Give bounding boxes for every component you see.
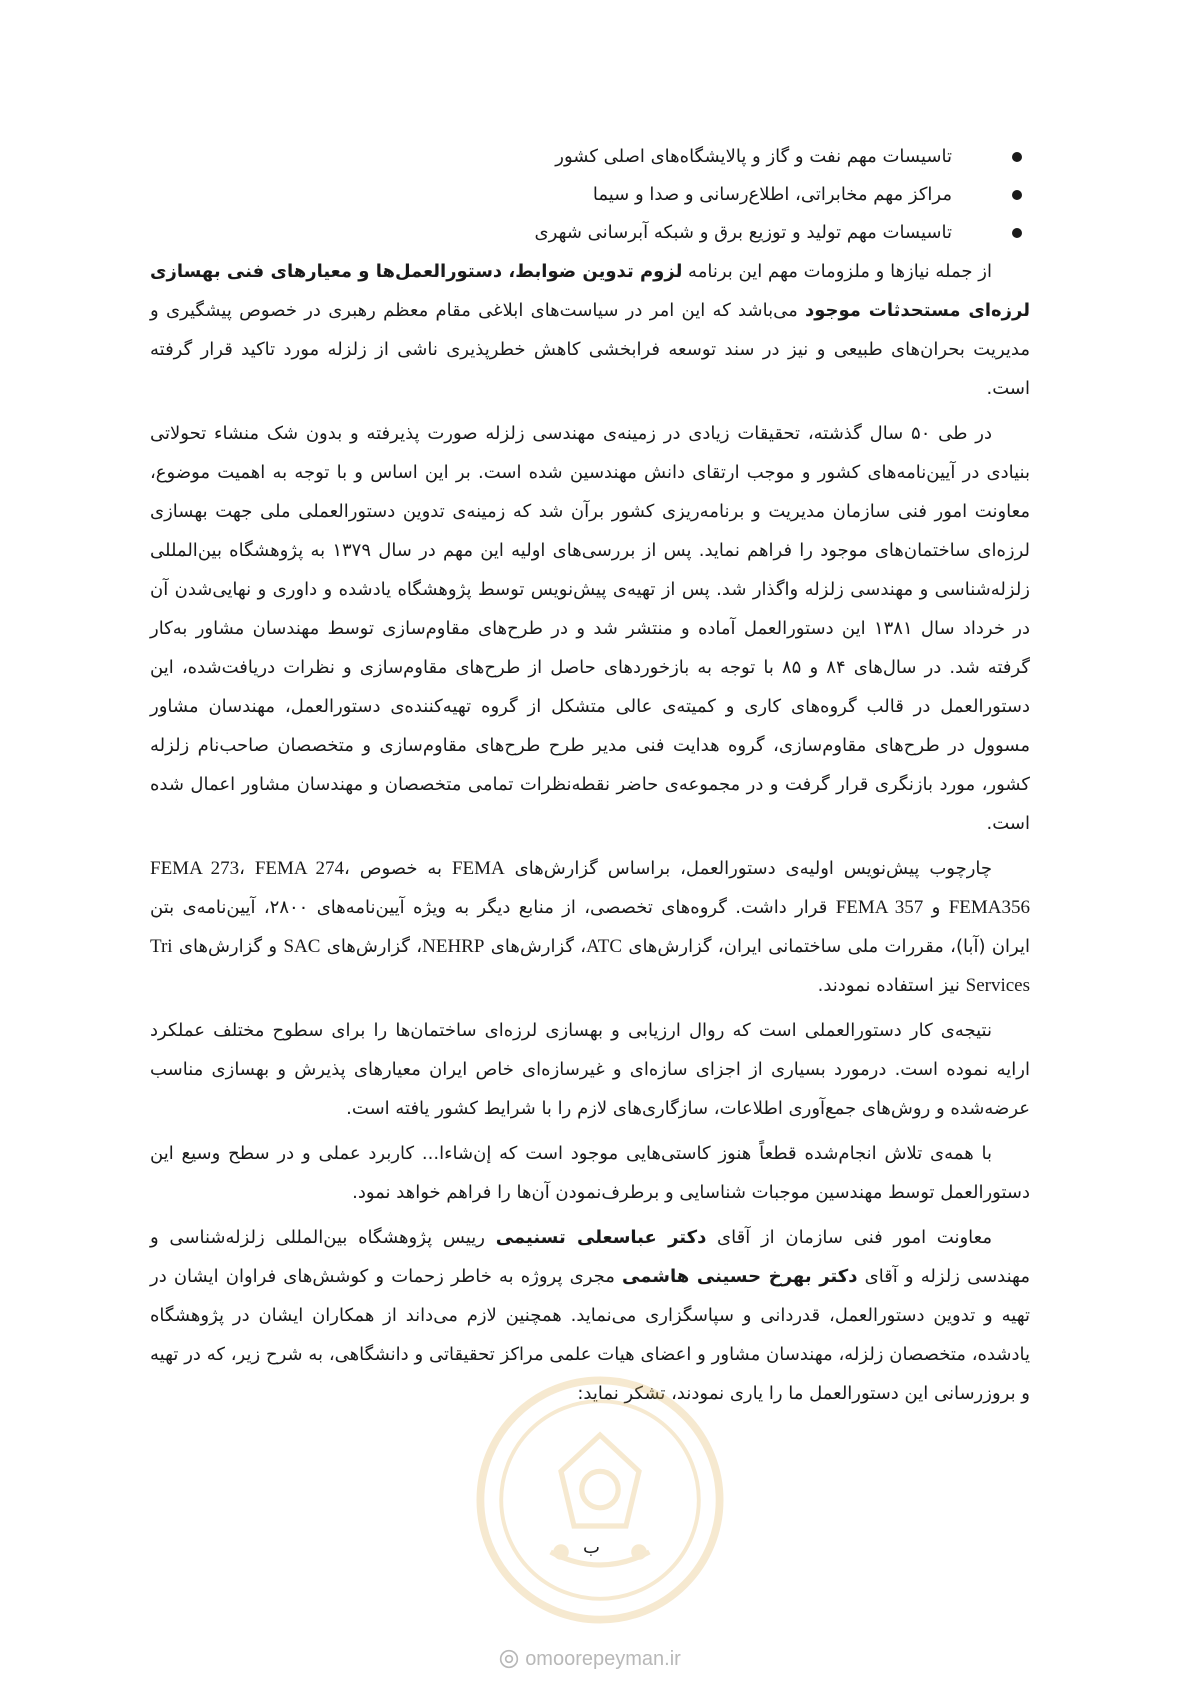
paragraph-references: چارچوب پیش‌نویس اولیه‌ی دستورالعمل، براساس گزارش‌های FEMA به خصوص FEMA 273، FEMA 274، FEMA356 و FEMA 357 قرار داشت. گروه‌های تخصصی، از منابع دیگر به ویژه آیین‌نامه‌های ۲۸۰۰، آیین‌نامه‌ی بتن ایران (آبا)، مقررات ملی ساختمانی ایران، گزارش‌های ATC، گزارش‌های NEHRP، گزارش‌های SAC و گزارش‌های Tri Services نیز استفاده نمودند. [150,858,1030,996]
bullet-item: مراکز مهم مخابراتی، اطلاع‌رسانی و صدا و سیما [150,176,1030,214]
page-number: ب [583,1537,600,1558]
at-sign-icon [499,1649,519,1669]
paragraph-requirements: از جمله نیازها و ملزومات مهم این برنامه لزوم تدوین ضوابط، دستورالعمل‌ها و معیارهای فنی بهسازی لرزه‌ای مستحدثات موجود می‌باشد که این امر در سیاست‌های ابلاغی مقام معظم رهبری در خصوص پیشگیری و مدیریت بحران‌های طبیعی و نیز در سند توسعه فرابخشی کاهش خطرپذیری ناشی از زلزله مورد تاکید قرار گرفته است. [150,261,1030,399]
page-body [150,138,1030,1419]
seal-watermark-icon [470,1370,730,1630]
paragraph-acknowledgement: معاونت امور فنی سازمان از آقای دکتر عباسعلی تسنیمی رییس پژوهشگاه بین‌المللی زلزله‌شناسی و مهندسی زلزله و آقای دکتر بهرخ حسینی هاشمی مجری پروژه به خاطر زحمات و کوشش‌های فراوان ایشان در تهیه و تدوین دستورالعمل، قدردانی و سپاسگزاری می‌نماید. همچنین لازم می‌داند از همکاران ایشان در پژوهشگاه یادشده، متخصصان زلزله، مهندسان مشاور و اعضای هیات علمی مراکز تحقیقاتی و دانشگاهی، به شرح زیر، که در تهیه و بروزرسانی این دستورالعمل ما را یاری نمودند، تشکر نماید: [150,1227,1030,1404]
site-watermark [490,1644,690,1674]
site-url: omoorepeyman.ir [525,1647,681,1670]
paragraph-result: نتیجه‌ی کار دستورالعملی است که روال ارزیابی و بهسازی لرزه‌ای ساختمان‌ها را برای سطوح مختلف عملکرد ارایه نموده است. درمورد بسیاری از اجزای سازه‌ای و غیرسازه‌ای خاص ایران معیارهای پذیرش و بهسازی مناسب عرضه‌شده و روش‌های جمع‌آوری اطلاعات، سازگاری‌های لازم را با شرایط کشور یافته است. [150,1020,1030,1119]
bullet-item: تاسیسات مهم نفت و گاز و پالایشگاه‌های اصلی کشور [150,138,1030,176]
bullet-item: تاسیسات مهم تولید و توزیع برق و شبکه آبرسانی شهری [150,214,1030,252]
paragraph-history: در طی ۵۰ سال گذشته، تحقیقات زیادی در زمینه‌ی مهندسی زلزله صورت پذیرفته و بدون شک منشاء تحولاتی بنیادی در آیین‌نامه‌های کشور و موجب ارتقای دانش مهندسین شده است. بر این اساس و با توجه به اهمیت موضوع، معاونت امور فنی سازمان مدیریت و برنامه‌ریزی کشور برآن شد که زمینه‌ی تدوین دستورالعملی ملی جهت بهسازی لرزه‌ای ساختمان‌های موجود را فراهم نماید. پس از بررسی‌های اولیه این مهم در سال ۱۳۷۹ به پژوهشگاه بین‌المللی زلزله‌شناسی و مهندسی زلزله واگذار شد. پس از تهیه‌ی پیش‌نویس توسط پژوهشگاه یادشده و داوری و نهایی‌شدن آن در خرداد سال ۱۳۸۱ این دستورالعمل آماده و منتشر شد و در طرح‌های مقاوم‌سازی توسط مهندسان مشاور به‌کار گرفته شد. در سال‌های ۸۴ و ۸۵ با توجه به بازخوردهای حاصل از طرح‌های مقاوم‌سازی و نظرات دریافت‌شده، این دستورالعمل در قالب گروه‌های کاری و کمیته‌ی عالی متشکل از گروه تهیه‌کننده‌ی دستورالعمل، مهندسان مشاور مسوول در طرح‌های مقاوم‌سازی، گروه هدایت فنی مدیر طرح طرح‌های مقاوم‌سازی و متخصصان صاحب‌نام زلزله کشور، مورد بازنگری قرار گرفت و در مجموعه‌ی حاضر نقطه‌نظرات تمامی متخصصان و مهندسان مشاور اعمال شده است. [150,423,1030,834]
bullet-list [150,138,1030,252]
bullet-dot-icon [1012,190,1022,200]
bullet-dot-icon [1012,152,1022,162]
bullet-dot-icon [1012,228,1022,238]
paragraph-shortcomings: با همه‌ی تلاش انجام‌شده قطعاً هنوز کاستی‌هایی موجود است که إن‌شاءا... کاربرد عملی و در سطح وسیع این دستورالعمل توسط مهندسین موجبات شناسایی و برطرف‌نمودن آن‌ها را فراهم خواهد نمود. [150,1143,1030,1203]
